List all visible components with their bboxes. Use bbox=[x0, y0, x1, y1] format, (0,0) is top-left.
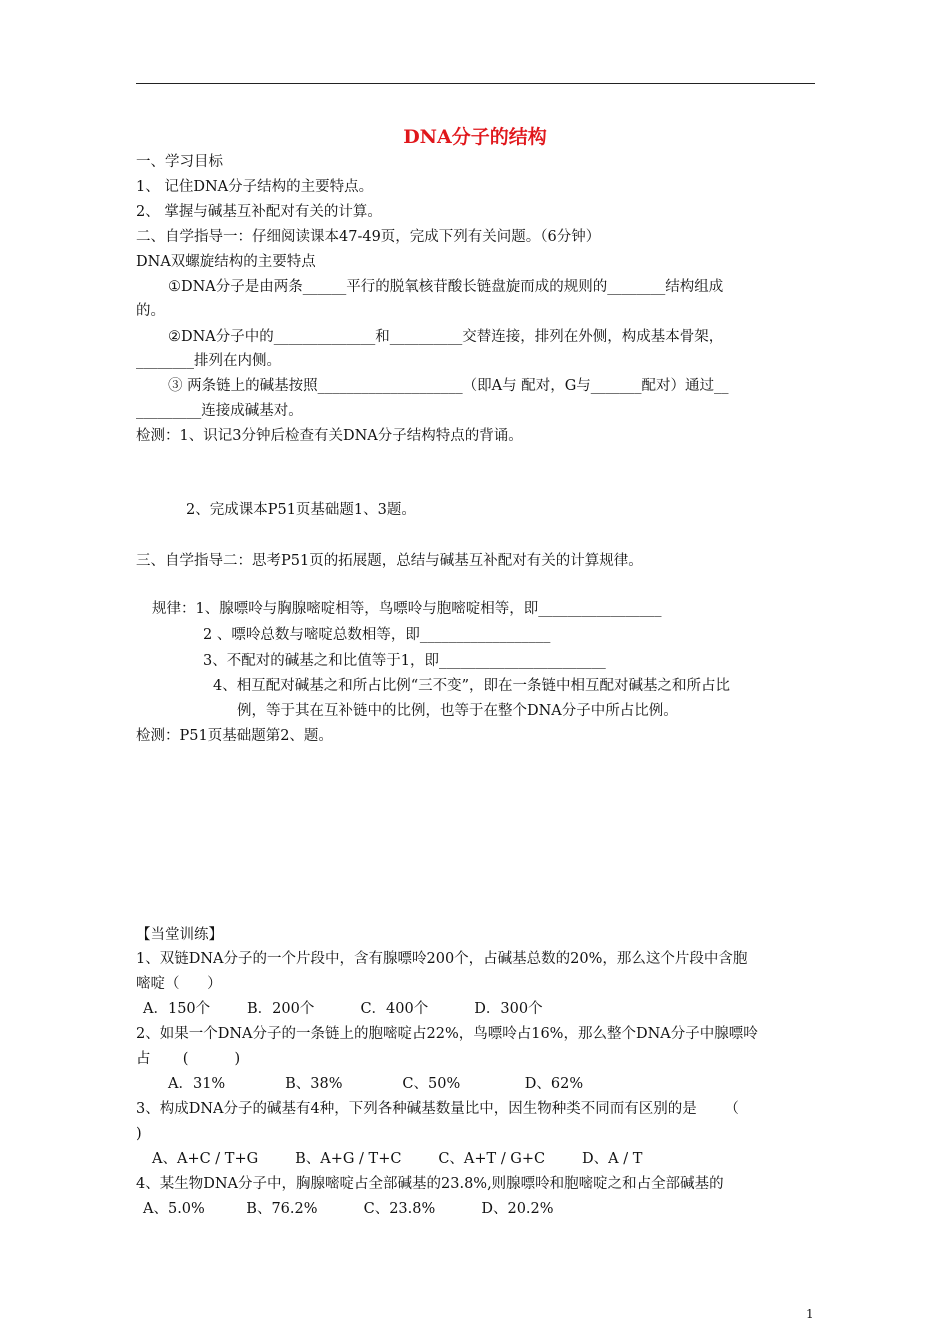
fill-blank-item-1-cont: 的。 bbox=[136, 303, 165, 319]
section-heading-practice: 【当堂训练】 bbox=[136, 927, 223, 943]
question-1: 1、双链DNA分子的一个片段中，含有腺嘌呤200个，占碱基总数的20%，那么这个片段中含胞 bbox=[136, 951, 748, 967]
fill-blank-item-3: ③ 两条链上的碱基按照____________________（即A与 配对，G与_______配对）通过__ bbox=[168, 378, 729, 394]
subheading-double-helix: DNA双螺旋结构的主要特点 bbox=[136, 254, 316, 270]
goal-item-1: 1、 记住DNA分子结构的主要特点。 bbox=[136, 179, 374, 195]
page-number: 1 bbox=[806, 1307, 814, 1321]
question-4: 4、某生物DNA分子中，胸腺嘧啶占全部碱基的23.8%,则腺嘌呤和胞嘧啶之和占全部碱基的 bbox=[136, 1176, 724, 1192]
rule-item-2: 2 、嘌呤总数与嘧啶总数相等，即__________________ bbox=[203, 627, 551, 643]
section-heading-guide-1: 二、自学指导一：仔细阅读课本47-49页，完成下列有关问题。（6分钟） bbox=[136, 229, 601, 245]
check-item-1: 检测：1、识记3分钟后检查有关DNA分子结构特点的背诵。 bbox=[136, 428, 523, 444]
question-4-options: A、5.0% B、76.2% C、23.8% D、20.2% bbox=[143, 1201, 554, 1217]
header-rule bbox=[136, 83, 815, 84]
question-1-options: A．150个 B．200个 C．400个 D．300个 bbox=[143, 1001, 543, 1017]
rule-item-1: 规律：1、腺嘌呤与胸腺嘧啶相等，鸟嘌呤与胞嘧啶相等，即_________________ bbox=[152, 601, 662, 617]
question-2-options: A．31% B、38% C、50% D、62% bbox=[168, 1076, 584, 1092]
question-1-cont: 嘧啶（ ） bbox=[136, 976, 222, 992]
fill-blank-item-1: ①DNA分子是由两条______平行的脱氧核苷酸长链盘旋而成的规则的________结构组成 bbox=[168, 279, 724, 295]
goal-item-2: 2、 掌握与碱基互补配对有关的计算。 bbox=[136, 204, 382, 220]
rule-item-4-cont: 例，等于其在互补链中的比例，也等于在整个DNA分子中所占比例。 bbox=[237, 703, 678, 719]
section-heading-goals: 一、学习目标 bbox=[136, 154, 223, 170]
rule-item-3: 3、不配对的碱基之和比值等于1，即_______________________ bbox=[203, 653, 606, 669]
fill-blank-item-3-cont: _________连接成碱基对。 bbox=[136, 403, 303, 419]
question-3: 3、构成DNA分子的碱基有4种，下列各种碱基数量比中，因生物种类不同而有区别的是 （ bbox=[136, 1101, 739, 1117]
document-title: DNA分子的结构 bbox=[403, 126, 547, 148]
rule-item-4: 4、相互配对碱基之和所占比例“三不变”，即在一条链中相互配对碱基之和所占比 bbox=[213, 678, 731, 694]
check-item-2: 2、完成课本P51页基础题1、3题。 bbox=[186, 502, 416, 518]
question-2-cont: 占 ( ) bbox=[136, 1051, 241, 1067]
question-2: 2、如果一个DNA分子的一条链上的胞嘧啶占22%，鸟嘌呤占16%，那么整个DNA分子中腺嘌呤 bbox=[136, 1026, 758, 1042]
section-heading-guide-2: 三、自学指导二：思考P51页的拓展题，总结与碱基互补配对有关的计算规律。 bbox=[136, 553, 643, 569]
fill-blank-item-2: ②DNA分子中的______________和__________交替连接，排列在外侧，构成基本骨架， bbox=[168, 329, 724, 345]
fill-blank-item-2-cont: ________排列在内侧。 bbox=[136, 353, 281, 369]
check-item-3: 检测：P51页基础题第2、题。 bbox=[136, 728, 333, 744]
question-3-cont: ) bbox=[136, 1126, 142, 1142]
question-3-options: A、A+C / T+G B、A+G / T+C C、A+T / G+C D、A / T bbox=[152, 1151, 643, 1167]
